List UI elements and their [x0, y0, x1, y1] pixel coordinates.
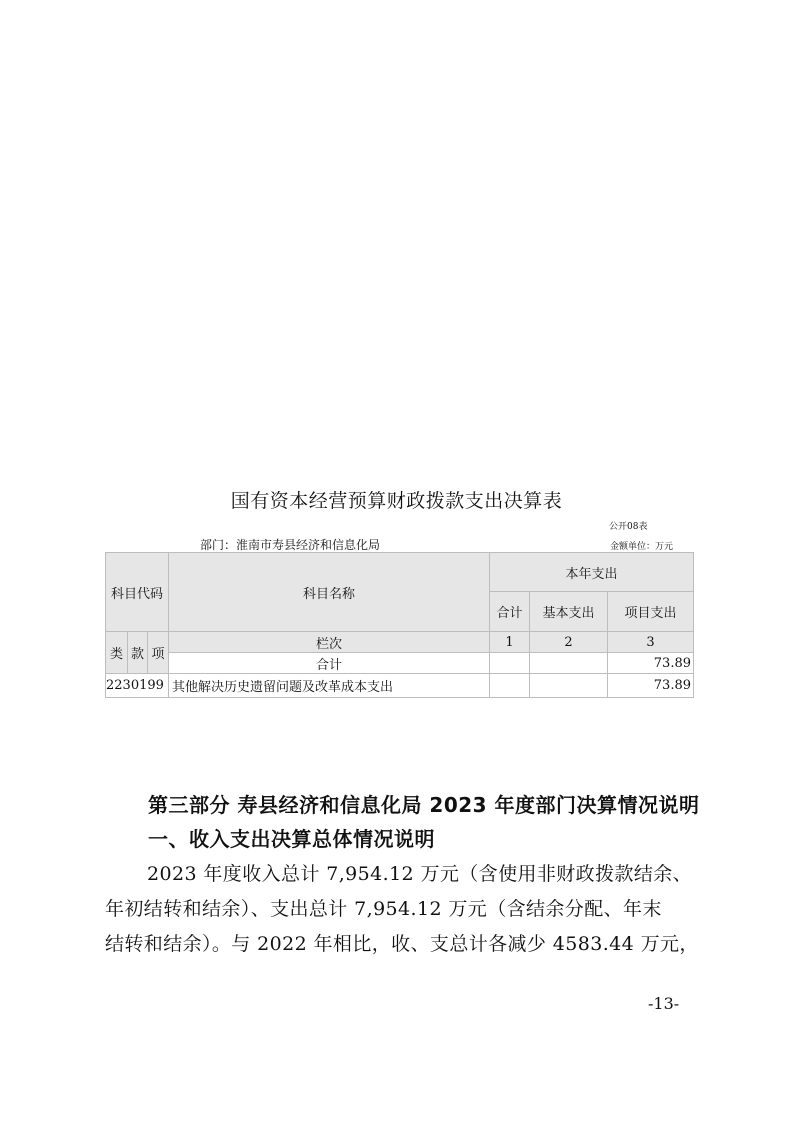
header-basic-expenditure: 基本支出 — [530, 592, 608, 632]
header-total: 合计 — [490, 592, 530, 632]
header-subject-name: 科目名称 — [169, 553, 490, 632]
total-row-basic — [530, 653, 608, 674]
total-row-label: 合计 — [169, 653, 490, 674]
form-number: 公开08表 — [609, 522, 648, 532]
column-index-2: 2 — [530, 632, 608, 653]
expenditure-table — [105, 552, 694, 698]
paragraph-line: 2023 年度收入总计 7,954.12 万元（含使用非财政拨款结余、 — [147, 863, 693, 885]
column-index-1: 1 — [490, 632, 530, 653]
header-subject-code: 科目代码 — [106, 553, 169, 632]
part-heading: 第三部分 寿县经济和信息化局 2023 年度部门决算情况说明 — [148, 793, 700, 817]
column-index-3: 3 — [608, 632, 694, 653]
amount-unit: 金额单位：万元 — [610, 542, 674, 552]
paragraph-line: 结转和结余）。与 2022 年相比，收、支总计各减少 4583.44 万元， — [105, 933, 699, 955]
page-number: -13- — [648, 994, 680, 1013]
header-category: 类 — [106, 632, 128, 674]
summary-paragraph — [105, 857, 705, 962]
column-index-label: 栏次 — [169, 632, 490, 653]
total-row-total — [490, 653, 530, 674]
row-subject-code: 2230199 — [106, 674, 169, 698]
header-current-year-expenditure: 本年支出 — [490, 553, 694, 592]
paragraph-line: 年初结转和结余）、支出总计 7,954.12 万元（含结余分配、年末 — [105, 898, 662, 920]
total-row-project: 73.89 — [608, 653, 694, 674]
row-project: 73.89 — [608, 674, 694, 698]
table-title: 国有资本经营预算财政拨款支出决算表 — [230, 490, 563, 512]
header-item: 项 — [148, 632, 169, 674]
row-subject-name: 其他解决历史遗留问题及改革成本支出 — [169, 674, 490, 698]
row-total — [490, 674, 530, 698]
header-section: 款 — [128, 632, 148, 674]
department-label: 部门：淮南市寿县经济和信息化局 — [200, 538, 381, 552]
section-heading: 一、收入支出决算总体情况说明 — [148, 827, 435, 851]
header-project-expenditure: 项目支出 — [608, 592, 694, 632]
row-basic — [530, 674, 608, 698]
